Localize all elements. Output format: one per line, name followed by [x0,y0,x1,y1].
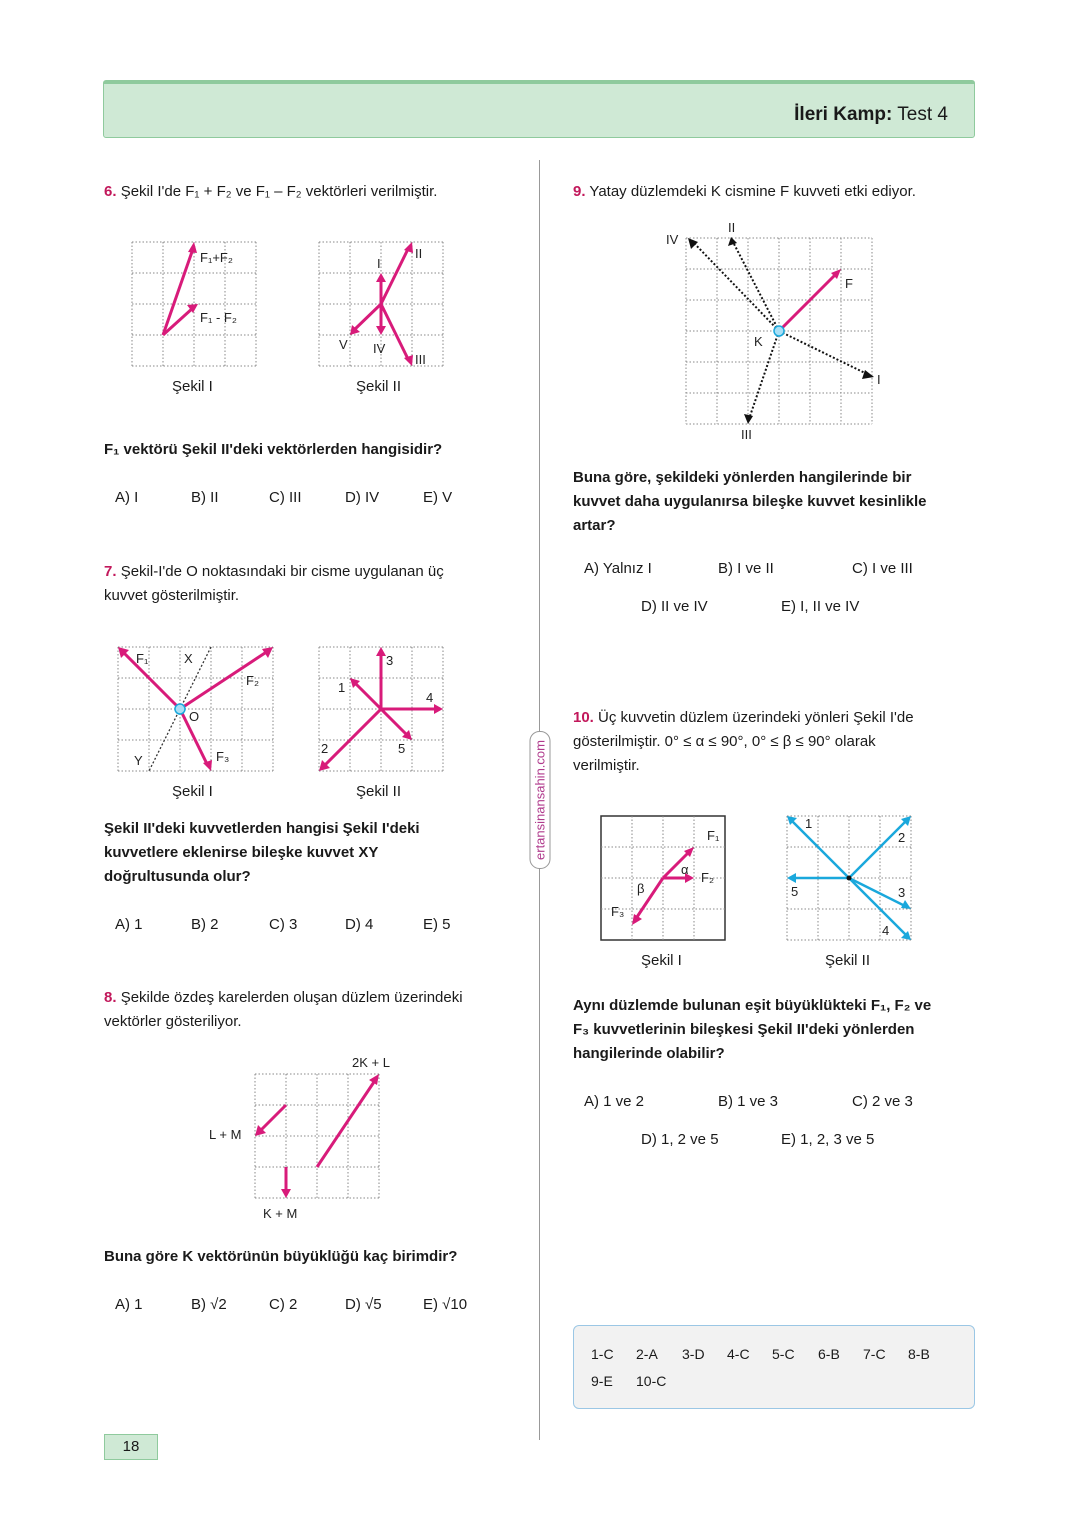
q6-dir-I: I [377,256,381,271]
q9-dir-II: II [728,220,736,235]
q7-fig2-caption: Şekil II [356,783,402,800]
q8-option-b[interactable]: B) √2 [191,1296,227,1313]
q10-option-c[interactable]: C) 2 ve 3 [852,1093,913,1110]
q7-label-f1: F₁ [136,651,149,666]
q10-fig2-caption: Şekil II [825,952,871,969]
q8-label-km: K + M [263,1206,298,1221]
q10-label-alpha: α [681,862,689,877]
q6-label-sum: F₁+F₂ [200,250,233,265]
q9-option-d[interactable]: D) II ve IV [641,598,708,615]
answer-item: 3-D [682,1346,705,1362]
q7-label-f3: F₃ [216,749,230,764]
q7-option-e[interactable]: E) 5 [423,916,451,933]
q6-fig1-caption: Şekil I [172,378,213,395]
q8-label-lm: L + M [209,1127,242,1142]
q6-label-diff: F₁ - F₂ [200,310,237,325]
q6-dir-II: II [415,246,423,261]
q7-label-x: X [184,651,193,666]
q7-fig1-caption: Şekil I [172,783,213,800]
q7-option-d[interactable]: D) 4 [345,916,374,933]
q10-label-beta: β [637,881,645,896]
q7-label-o: O [189,709,200,724]
q6-fig2-caption: Şekil II [356,378,402,395]
q7-option-a[interactable]: A) 1 [115,916,143,933]
q8-option-d[interactable]: D) √5 [345,1296,382,1313]
side-url: ertansinansahin.com [530,731,551,869]
page-header [103,80,975,138]
q10-dir-3: 3 [898,885,906,900]
header-title: İleri Kamp: Test 4 [794,104,948,125]
q10-figure-1 [601,816,725,940]
q10-fig1-caption: Şekil I [641,952,682,969]
q7-figure-2 [319,647,443,771]
answer-item: 5-C [772,1346,795,1362]
answer-item: 2-A [636,1346,658,1362]
q8-label-2kl: 2K + L [352,1055,390,1070]
q10-dir-5: 5 [791,884,799,899]
answer-item: 7-C [863,1346,886,1362]
q10-option-b[interactable]: B) 1 ve 3 [718,1093,779,1110]
q10-dir-4: 4 [882,923,890,938]
q9-option-b[interactable]: B) I ve II [718,560,774,577]
q6-dir-V: V [339,337,348,352]
q6-option-d[interactable]: D) IV [345,489,380,506]
q9-label-k: K [754,334,763,349]
q9-option-e[interactable]: E) I, II ve IV [781,598,860,615]
q9-figure [666,220,881,442]
q10-text: 10. Üç kuvvetin düzlem üzerindeki yönleri Şekil I'de gösterilmiştir. 0° ≤ α ≤ 90°, 0° ≤ β ≤ 90° olarak verilmiştir. [573,709,914,774]
q10-option-e[interactable]: E) 1, 2, 3 ve 5 [781,1131,875,1148]
q7-dir-2: 2 [321,741,329,756]
q10-label-f3: F₃ [611,904,625,919]
answer-key [573,1325,975,1409]
q7-option-b[interactable]: B) 2 [191,916,219,933]
q10-question: Aynı düzlemde bulunan eşit büyüklükteki F₁, F₂ ve F₃ kuvvetlerinin bileşkesi Şekil II'deki yönlerden hangilerinde olabilir? [573,997,932,1062]
q9-dir-IV: IV [666,232,679,247]
q9-question: Buna göre, şekildeki yönlerden hangilerinde bir kuvvet daha uygulanırsa bileşke kuvvet kesinlikle artar? [573,469,927,534]
q6-text: 6. Şekil I'de F₁ + F₂ ve F₁ – F₂ vektörleri verilmiştir. [104,183,438,200]
q8-option-e[interactable]: E) √10 [423,1296,468,1313]
q10-option-d[interactable]: D) 1, 2 ve 5 [641,1131,719,1148]
q6-option-a[interactable]: A) I [115,489,139,506]
q6-option-b[interactable]: B) II [191,489,219,506]
q8-text: 8. Şekilde özdeş karelerden oluşan düzlem üzerindeki vektörler gösteriliyor. [104,989,463,1030]
q10-dir-2: 2 [898,830,906,845]
q7-label-y: Y [134,753,143,768]
q6-option-c[interactable]: C) III [269,489,302,506]
q8-question: Buna göre K vektörünün büyüklüğü kaç birimdir? [104,1248,458,1265]
q6-dir-IV: IV [373,341,386,356]
answer-item: 8-B [908,1346,930,1362]
q6-figure-1 [132,242,256,366]
q6-figure-2 [319,242,443,366]
q7-figure-1 [118,647,273,771]
q9-option-c[interactable]: C) I ve III [852,560,913,577]
q8-option-c[interactable]: C) 2 [269,1296,298,1313]
q7-text: 7. Şekil-I'de O noktasındaki bir cisme uygulanan üç kuvvet gösterilmiştir. [104,563,444,604]
q8-figure [209,1055,390,1221]
q10-label-f1: F₁ [707,828,720,843]
q7-dir-4: 4 [426,690,434,705]
q10-dir-1: 1 [805,816,813,831]
answer-item: 10-C [636,1373,667,1389]
q9-text: 9. Yatay düzlemdeki K cismine F kuvveti etki ediyor. [573,183,916,200]
answer-item: 1-C [591,1346,614,1362]
q10-label-f2: F₂ [701,870,714,885]
q6-dir-III: III [415,352,426,367]
q7-label-f2: F₂ [246,673,259,688]
answer-item: 6-B [818,1346,840,1362]
q6-option-e[interactable]: E) V [423,489,453,506]
q9-option-a[interactable]: A) Yalnız I [584,560,652,577]
q10-figure-2 [787,816,911,940]
q7-question: Şekil II'deki kuvvetlerden hangisi Şekil I'deki kuvvetlere eklenirse bileşke kuvvet XY doğrultusunda olur? [104,820,420,885]
q7-dir-1: 1 [338,680,346,695]
answer-item: 9-E [591,1373,613,1389]
answer-item: 4-C [727,1346,750,1362]
page-number: 18 [104,1434,158,1460]
q9-dir-III: III [741,427,752,442]
q6-question: F₁ vektörü Şekil II'deki vektörlerden hangisidir? [104,441,443,458]
q9-label-f: F [845,276,853,291]
q10-option-a[interactable]: A) 1 ve 2 [584,1093,645,1110]
q7-option-c[interactable]: C) 3 [269,916,298,933]
q8-option-a[interactable]: A) 1 [115,1296,143,1313]
q7-dir-5: 5 [398,741,406,756]
q7-dir-3: 3 [386,653,394,668]
q9-dir-I: I [877,372,881,387]
